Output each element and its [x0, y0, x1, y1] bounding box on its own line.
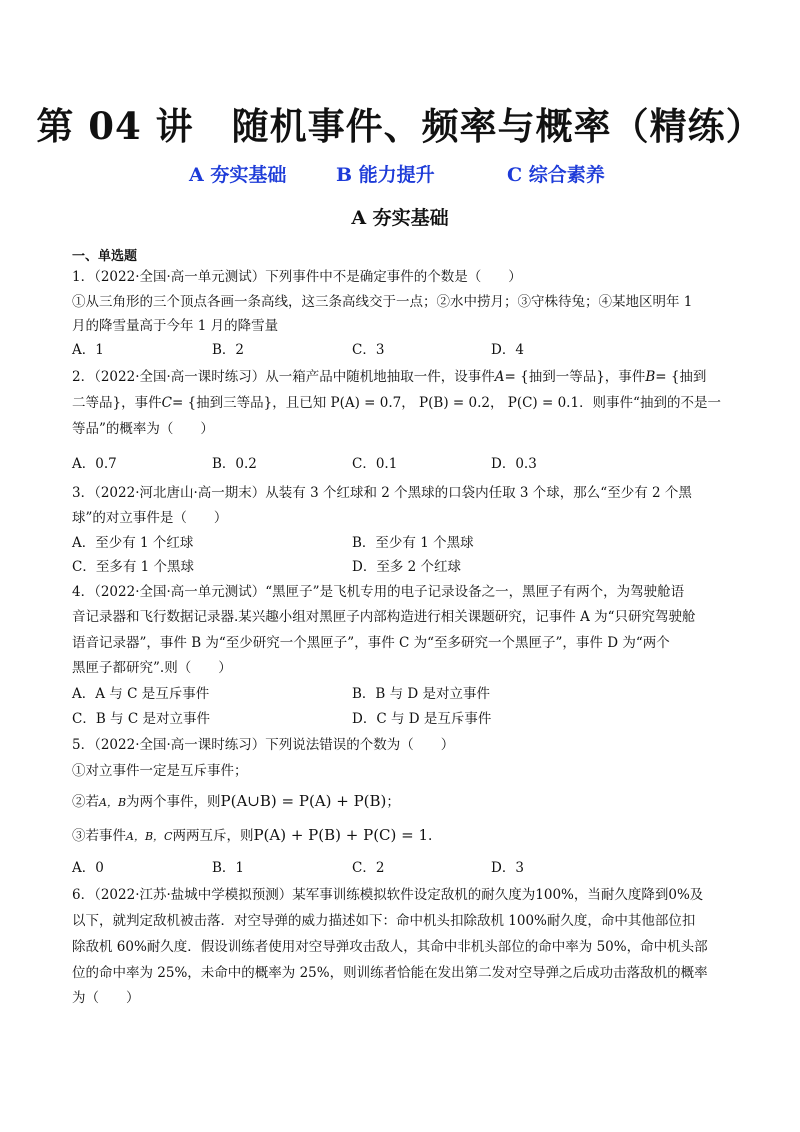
q2-stem	[72, 368, 706, 386]
q2-stem-part: = {抽到	[655, 369, 707, 385]
q3-option-c[interactable]: C．至多有 1 个黑球	[72, 559, 195, 575]
q5-text-part: 为两个事件，则	[126, 794, 221, 810]
q2-option-b[interactable]: B．0.2	[212, 456, 257, 472]
q5-text-part: .	[428, 828, 433, 844]
q2-text-part: = {抽到三等品}，且已知	[171, 395, 327, 411]
q1-option-b[interactable]: B．2	[212, 342, 245, 358]
q4-text-line2: 音记录器和飞行数据记录器.某兴趣小组对黑匣子内部构造进行相关课题研究，记事件 A 为“只研究驾驶舱	[72, 609, 696, 625]
q2-stem-part: 2．（2022·全国·高一课时练习）从一箱产品中随机地抽取一件，设事件	[72, 369, 495, 385]
q2-text-line2: 二等品}，事件C= {抽到三等品}，且已知 P(A) = 0.7， P(B) = 0.2， P(C) = 0.1．则事件“抽到的不是一	[72, 395, 721, 411]
q5-option-d[interactable]: D．3	[491, 860, 524, 876]
q2-math-b: B	[645, 369, 656, 385]
q3-stem: 3．（2022·河北唐山·高一期末）从装有 3 个红球和 2 个黑球的口袋内任取 3 个球，那么“至少有 2 个黑	[72, 485, 692, 501]
q5-stem: 5．（2022·全国·高一课时练习）下列说法错误的个数为（ ）	[72, 737, 455, 753]
q4-text-line4: 黑匣子都研究”.则（ ）	[72, 660, 232, 676]
section-tabs	[0, 160, 800, 190]
q5-formula-sum: P(A) + P(B) + P(C) = 1	[253, 826, 429, 844]
q2-text-part: 二等品}，事件	[72, 395, 162, 411]
q4-option-d[interactable]: D．C 与 D 是互斥事件	[352, 711, 492, 727]
q2-text-line3: 等品”的概率为（ ）	[72, 421, 214, 437]
q2-option-d[interactable]: D．0.3	[491, 456, 537, 472]
q4-option-b[interactable]: B．B 与 D 是对立事件	[352, 686, 491, 702]
q2-math-c: C	[161, 395, 172, 411]
q5-option-b[interactable]: B．1	[212, 860, 245, 876]
q4-text-line3: 语音记录器”，事件 B 为“至少研究一个黑匣子”，事件 C 为“至多研究一个黑匣子”，事件 D 为“两个	[72, 635, 670, 651]
q2-prob-b: P(B) = 0.2	[419, 395, 490, 411]
q5-statement-3	[72, 826, 432, 846]
q1-text-line3: 月的降雪量高于今年 1 月的降雪量	[72, 318, 279, 334]
q5-text-part: ②若	[72, 794, 99, 810]
q2-prob-c: P(C) = 0.1	[507, 395, 580, 411]
tab-a-basics[interactable]: A 夯实基础	[189, 164, 287, 186]
q5-statement-1: ①对立事件一定是互斥事件；	[72, 763, 248, 779]
q4-option-a[interactable]: A．A 与 C 是互斥事件	[72, 686, 210, 702]
q3-option-d[interactable]: D．至多 2 个红球	[352, 559, 461, 575]
subsection-heading: 一、单选题	[72, 249, 138, 264]
q2-text-part: ．则事件“抽到的不是一	[579, 395, 721, 411]
page-title: 第 04 讲 随机事件、频率与概率（精练）	[36, 104, 764, 148]
q2-option-c[interactable]: C．0.1	[352, 456, 398, 472]
q5-formula-union: P(A∪B) = P(A) + P(B)	[220, 792, 387, 810]
q5-option-a[interactable]: A．0	[72, 860, 104, 876]
q5-math-abc: A，B，C	[126, 830, 173, 843]
q6-text-line3: 除敌机 60%耐久度．假设训练者使用对空导弹攻击敌人，其命中非机头部位的命中率为 50%，命中机头部	[72, 939, 708, 955]
tab-b-improve[interactable]: B 能力提升	[336, 164, 435, 186]
tab-c-comprehensive[interactable]: C 综合素养	[507, 164, 605, 186]
q5-text-part: ；	[386, 794, 400, 810]
q2-math-a: A	[494, 369, 505, 385]
q4-option-c[interactable]: C．B 与 C 是对立事件	[72, 711, 210, 727]
q6-text-line1: 6．（2022·江苏·盐城中学模拟预测）某军事训练模拟软件设定敌机的耐久度为100%，当耐久度降到0%及	[72, 887, 704, 903]
section-heading: A 夯实基础	[351, 207, 449, 229]
q3-option-b[interactable]: B．至少有 1 个黑球	[352, 535, 474, 551]
q1-option-c[interactable]: C．3	[352, 342, 385, 358]
q3-text-line2: 球”的对立事件是（ ）	[72, 510, 228, 526]
q5-math-ab: A，B	[99, 796, 127, 809]
q6-text-line4: 位的命中率为 25%，未命中的概率为 25%，则训练者恰能在发出第二发对空导弹之后成功击落敌机的概率	[72, 965, 708, 981]
q2-stem-part: = {抽到一等品}，事件	[504, 369, 646, 385]
q6-text-line5: 为（ ）	[72, 990, 140, 1006]
q1-text-line2: ①从三角形的三个顶点各画一条高线，这三条高线交于一点；②水中捞月；③守株待兔；④某地区明年 1	[72, 294, 693, 310]
q5-text-part: 两两互斥，则	[172, 828, 254, 844]
q5-option-c[interactable]: C．2	[352, 860, 385, 876]
q1-stem: 1．（2022·全国·高一单元测试）下列事件中不是确定事件的个数是（ ）	[72, 269, 522, 285]
q1-option-d[interactable]: D．4	[491, 342, 524, 358]
q4-text-line1: 4．（2022·全国·高一单元测试）“黑匣子”是飞机专用的电子记录设备之一，黑匣子有两个，为驾驶舱语	[72, 584, 685, 600]
q2-prob-a: P(A) = 0.7	[330, 395, 402, 411]
q5-text-part: ③若事件	[72, 828, 126, 844]
q2-option-a[interactable]: A．0.7	[72, 456, 117, 472]
q1-option-a[interactable]: A．1	[72, 342, 104, 358]
q3-option-a[interactable]: A．至少有 1 个红球	[72, 535, 194, 551]
q6-text-line2: 以下，就判定敌机被击落．对空导弹的威力描述如下：命中机头扣除敌机 100%耐久度，命中其他部位扣	[72, 913, 696, 929]
q5-statement-2	[72, 792, 400, 812]
